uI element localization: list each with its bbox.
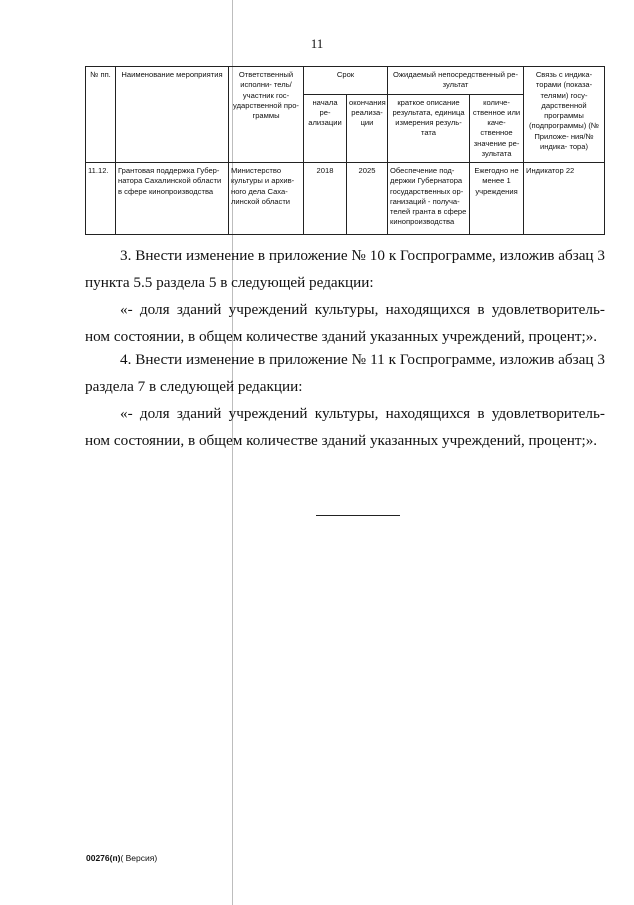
footer-version: ( Версия): [120, 853, 158, 863]
header-num: № пп.: [86, 67, 116, 163]
paragraph-quote-2: «- доля зданий учреждений культуры, находящихся в удовлетворитель- ном состоянии, в общем количестве зданий указанных учреждений, процент;».: [85, 405, 605, 449]
cell-end: 2025: [347, 163, 388, 235]
page-number: 11: [310, 36, 324, 51]
cell-responsible: Министерство культуры и архив- ного дела Саха- линской области: [229, 163, 304, 235]
cell-start: 2018: [304, 163, 347, 235]
header-link: Связь с индика- торами (показа- телями) госу- дарственной программы (подпрограммы) (№ Приложе- ния/№ индика- тора): [524, 67, 605, 163]
measures-table: [85, 66, 605, 235]
paragraph-item-4: 4. Внести изменение в приложение № 11 к Госпрограмме, изложив абзац 3 раздела 7 в следующей редакции:: [85, 351, 605, 395]
header-term-start: начала ре- ализации: [304, 94, 347, 163]
header-name: Наименование мероприятия: [116, 67, 229, 163]
paragraph-quote-1: «- доля зданий учреждений культуры, находящихся в удовлетворитель- ном состоянии, в общем количестве зданий указанных учреждений, процент;».: [85, 301, 605, 345]
header-term: Срок: [304, 67, 388, 95]
table-header-row: [86, 67, 605, 95]
header-term-end: окончания реализа- ции: [347, 94, 388, 163]
end-divider: [316, 515, 400, 516]
header-expected-value: количе- ственное или каче- ственное значение ре- зультата: [470, 94, 524, 163]
footer-code: [86, 853, 157, 863]
header-expected: Ожидаемый непосредственный ре- зультат: [388, 67, 524, 95]
header-expected-brief: краткое описание результата, единица измерения резуль- тата: [388, 94, 470, 163]
table-row: [86, 163, 605, 235]
cell-num: 11.12.: [86, 163, 116, 235]
header-responsible: Ответственный исполни- тель/участник гос- ударственной про- граммы: [229, 67, 304, 163]
cell-brief: Обеспечение под- держки Губернатора государственных ор- ганизаций - получа- телей гранта в сфере кинопроизводства: [388, 163, 470, 235]
cell-link: Индикатор 22: [524, 163, 605, 235]
paragraph-item-3: 3. Внести изменение в приложение № 10 к Госпрограмме, изложив абзац 3 пункта 5.5 раздела 5 в следующей редакции:: [85, 247, 605, 291]
footer-doc-code: 00276(п): [86, 853, 121, 863]
cell-value: Ежегодно не менее 1 учреждения: [470, 163, 524, 235]
cell-name: Грантовая поддержка Губер- натора Сахалинской области в сфере кинопроизводства: [116, 163, 229, 235]
